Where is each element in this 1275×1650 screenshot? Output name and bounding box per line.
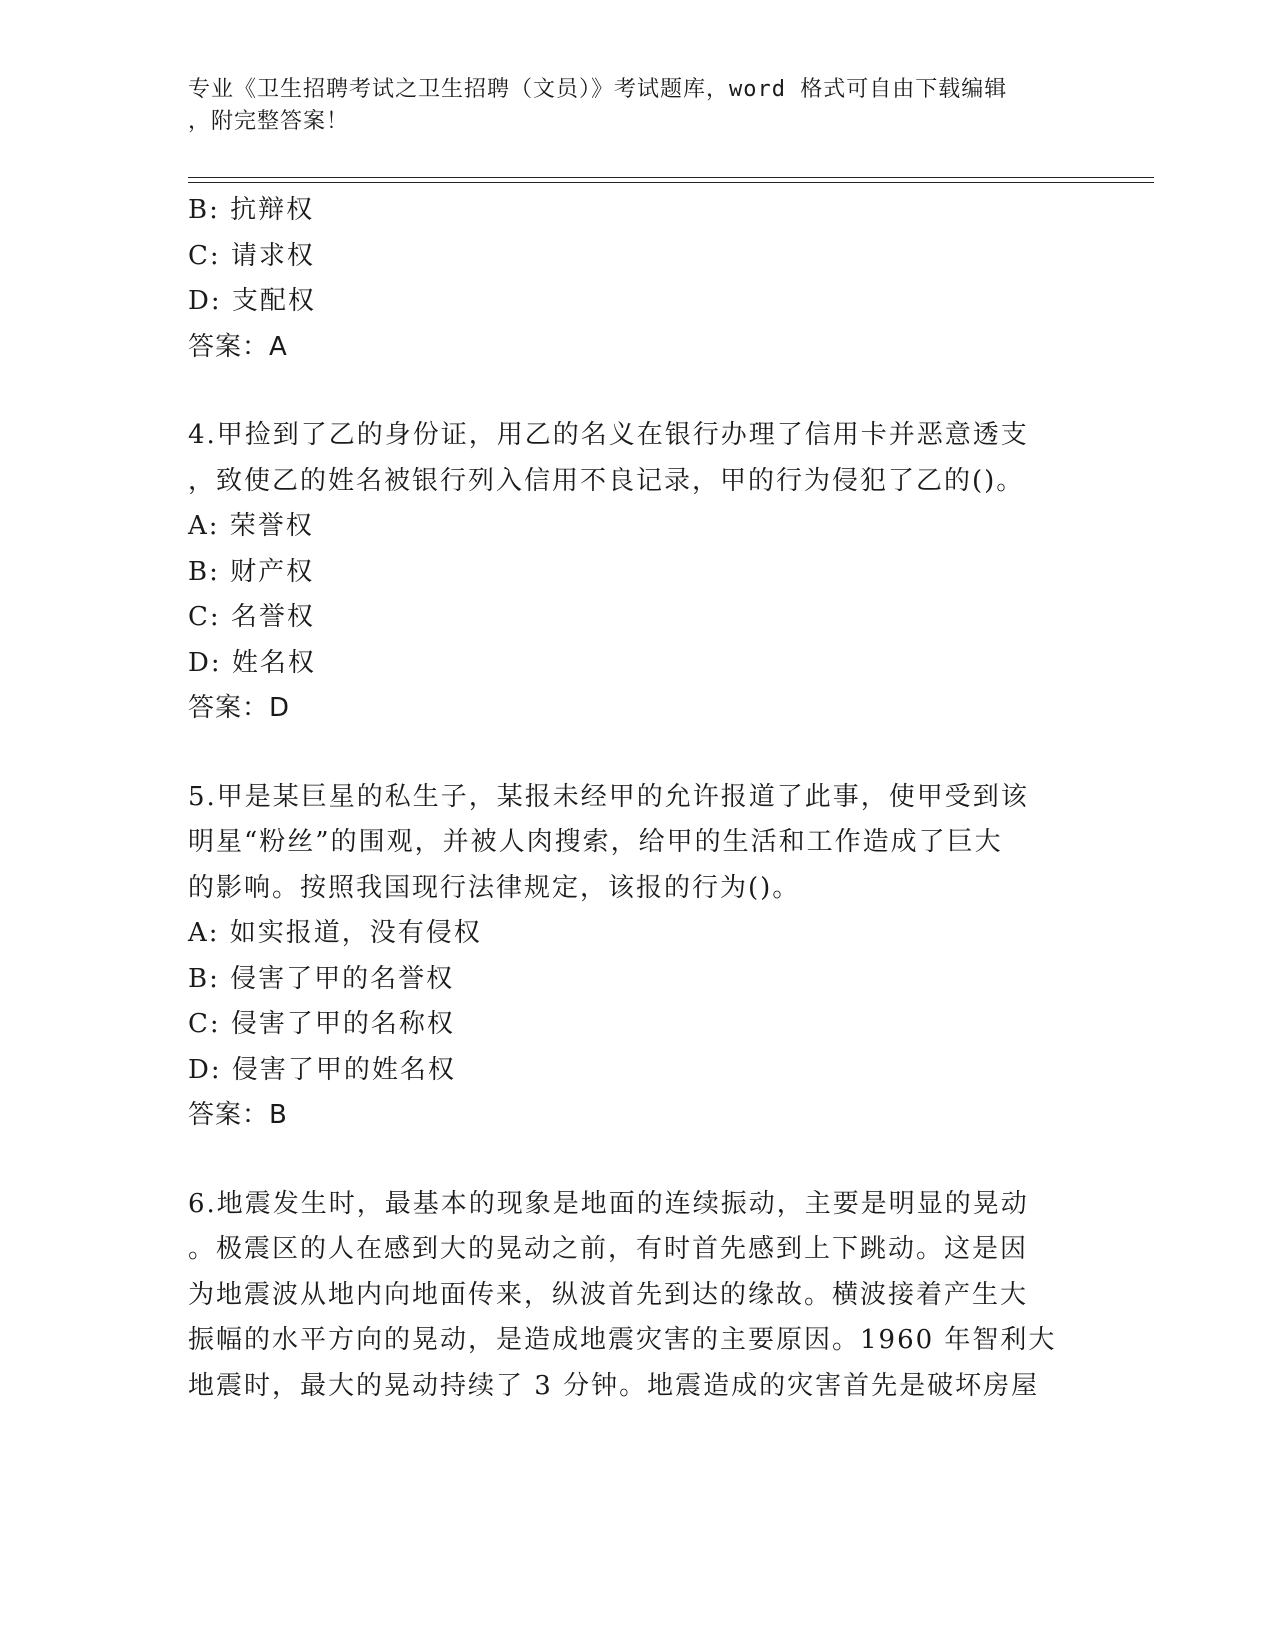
option-c: C: 名誉权: [188, 602, 315, 632]
option-a: A: 荣誉权: [188, 511, 314, 541]
option-d: D: 姓名权: [188, 647, 316, 678]
document-body: [188, 188, 1068, 1409]
question-stem-line: 。极震区的人在感到大的晃动之前，有时首先感到上下跳动。这是因: [188, 1234, 1029, 1264]
question-stem-line: 为地震波从地内向地面传来，纵波首先到达的缘故。横波接着产生大: [188, 1279, 1029, 1310]
option-c: C: 请求权: [188, 240, 315, 271]
option-d: D: 支配权: [188, 286, 316, 316]
question-stem-line: ，致使乙的姓名被银行列入信用不良记录，甲的行为侵犯了乙的()。: [188, 465, 1025, 496]
answer: 答案：D: [188, 693, 291, 723]
answer: 答案：B: [188, 1100, 288, 1130]
question-stem-line: 地震时，最大的晃动持续了 3 分钟。地震造成的灾害首先是破坏房屋: [188, 1370, 1040, 1401]
question-stem-line: 振幅的水平方向的晃动，是造成地震灾害的主要原因。1960 年智利大: [188, 1325, 1057, 1355]
option-d: D: 侵害了甲的姓名权: [188, 1054, 456, 1085]
option-c: C: 侵害了甲的名称权: [188, 1009, 455, 1039]
question-3-continued: [188, 188, 1068, 370]
option-b: B: 抗辩权: [188, 195, 315, 225]
option-a: A: 如实报道，没有侵权: [188, 918, 482, 948]
question-stem-line: 5.甲是某巨星的私生子，某报未经甲的允许报道了此事，使甲受到该: [188, 781, 1029, 812]
header-line-2: ，附完整答案！: [188, 109, 350, 134]
header-rule-bottom: [188, 182, 1154, 183]
question-stem-line: 4.甲捡到了乙的身份证，用乙的名义在银行办理了信用卡并恶意透支: [188, 420, 1029, 450]
question-stem-line: 的影响。按照我国现行法律规定，该报的行为()。: [188, 872, 801, 903]
question-4: [188, 413, 1068, 732]
answer: 答案：A: [188, 331, 288, 362]
header-rule-top: [188, 177, 1154, 178]
document-header: [188, 74, 1068, 138]
question-stem-line: 明星“粉丝”的围观，并被人肉搜索，给甲的生活和工作造成了巨大: [188, 827, 1003, 857]
question-stem-line: 6.地震发生时，最基本的现象是地面的连续振动，主要是明显的晃动: [188, 1188, 1029, 1219]
option-b: B: 侵害了甲的名誉权: [188, 963, 455, 994]
option-b: B: 财产权: [188, 556, 315, 587]
question-6: [188, 1182, 1068, 1410]
header-line-1: 专业《卫生招聘考试之卫生招聘（文员）》考试题库，word 格式可自由下载编辑: [188, 77, 1008, 102]
question-5: [188, 775, 1068, 1139]
